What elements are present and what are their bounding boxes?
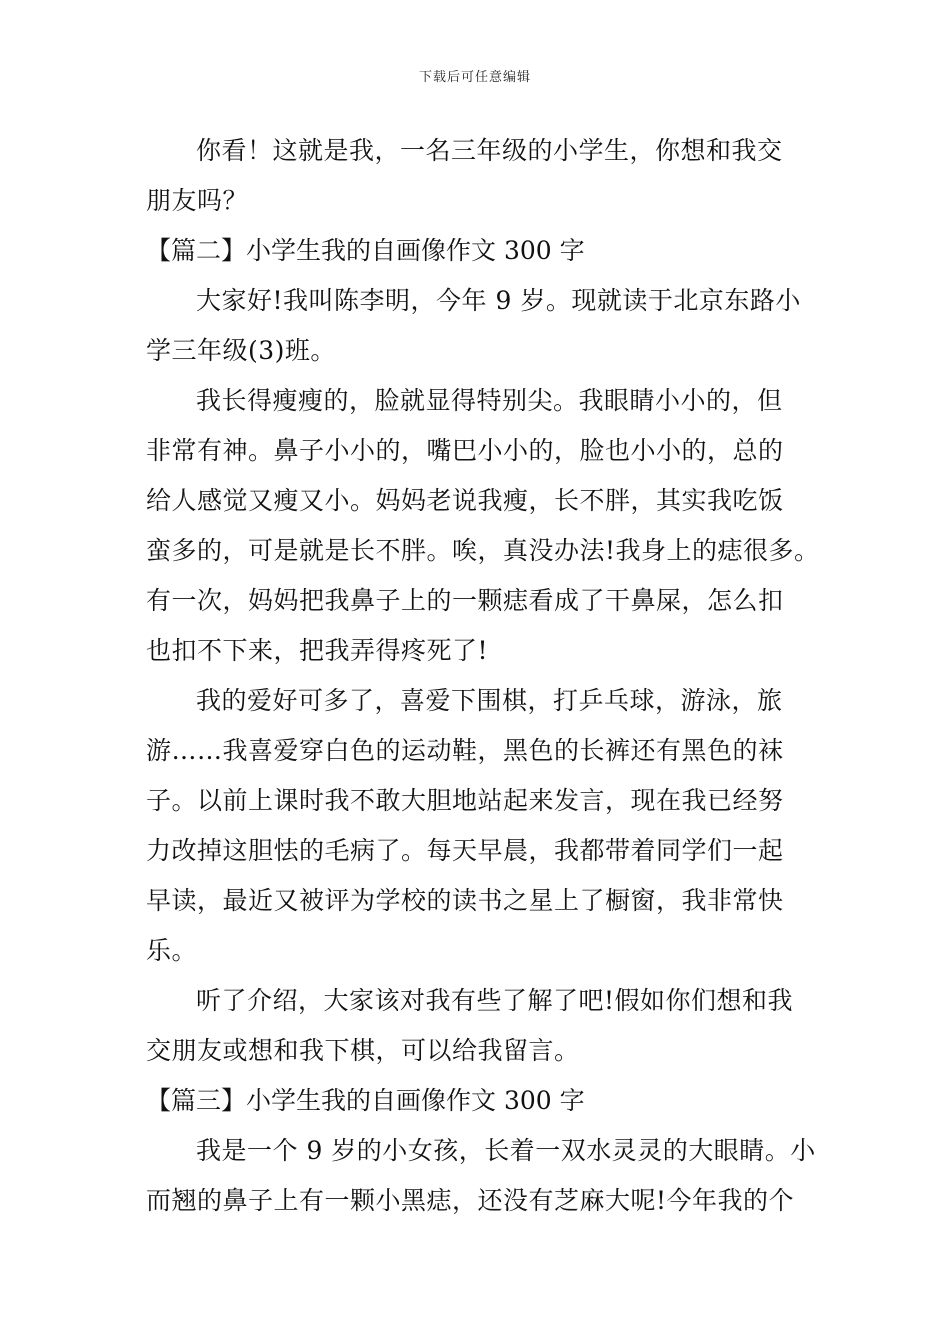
paragraph-line: 蛮多的，可是就是长不胖。唉，真没办法!我身上的痣很多。: [146, 536, 820, 565]
paragraph-line: 游……我喜爱穿白色的运动鞋，黑色的长裤还有黑色的袜: [146, 736, 784, 765]
paragraph-line: 我长得瘦瘦的，脸就显得特别尖。我眼睛小小的，但: [196, 386, 783, 415]
paragraph-line: 听了介绍，大家该对我有些了解了吧!假如你们想和我: [196, 986, 794, 1015]
paragraph-line: 有一次，妈妈把我鼻子上的一颗痣看成了干鼻屎，怎么扣: [146, 586, 784, 615]
paragraph-line: 你看！这就是我，一名三年级的小学生，你想和我交: [196, 136, 783, 165]
paragraph-line: 交朋友或想和我下棋，可以给我留言。: [146, 1036, 580, 1065]
section-heading-3: 【篇三】小学生我的自画像作文 300 字: [146, 1086, 585, 1115]
paragraph-line: 也扣不下来，把我弄得疼死了!: [146, 636, 489, 665]
paragraph-line: 力改掉这胆怯的毛病了。每天早晨，我都带着同学们一起: [146, 836, 784, 865]
paragraph-line: 给人感觉又瘦又小。妈妈老说我瘦，长不胖，其实我吃饭: [146, 486, 784, 515]
paragraph-line: 学三年级(3)班。: [146, 336, 336, 365]
paragraph-line: 乐。: [146, 936, 198, 965]
paragraph-line: 子。以前上课时我不敢大胆地站起来发言，现在我已经努: [146, 786, 784, 815]
paragraph-line: 朋友吗？: [146, 186, 249, 215]
paragraph-line: 我是一个 9 岁的小女孩，长着一双水灵灵的大眼睛。小: [196, 1136, 816, 1165]
paragraph-line: 我的爱好可多了，喜爱下围棋，打乒乓球，游泳，旅: [196, 686, 783, 715]
section-heading-2: 【篇二】小学生我的自画像作文 300 字: [146, 236, 585, 265]
paragraph-line: 大家好!我叫陈李明，今年 9 岁。现就读于北京东路小: [196, 286, 801, 315]
paragraph-line: 非常有神。鼻子小小的，嘴巴小小的，脸也小小的，总的: [146, 436, 784, 465]
page-header-note: 下载后可任意编辑: [418, 70, 531, 85]
paragraph-line: 而翘的鼻子上有一颗小黑痣，还没有芝麻大呢!今年我的个: [146, 1186, 795, 1215]
document-body: [146, 126, 820, 1226]
paragraph-line: 早读，最近又被评为学校的读书之星上了橱窗，我非常快: [146, 886, 784, 915]
